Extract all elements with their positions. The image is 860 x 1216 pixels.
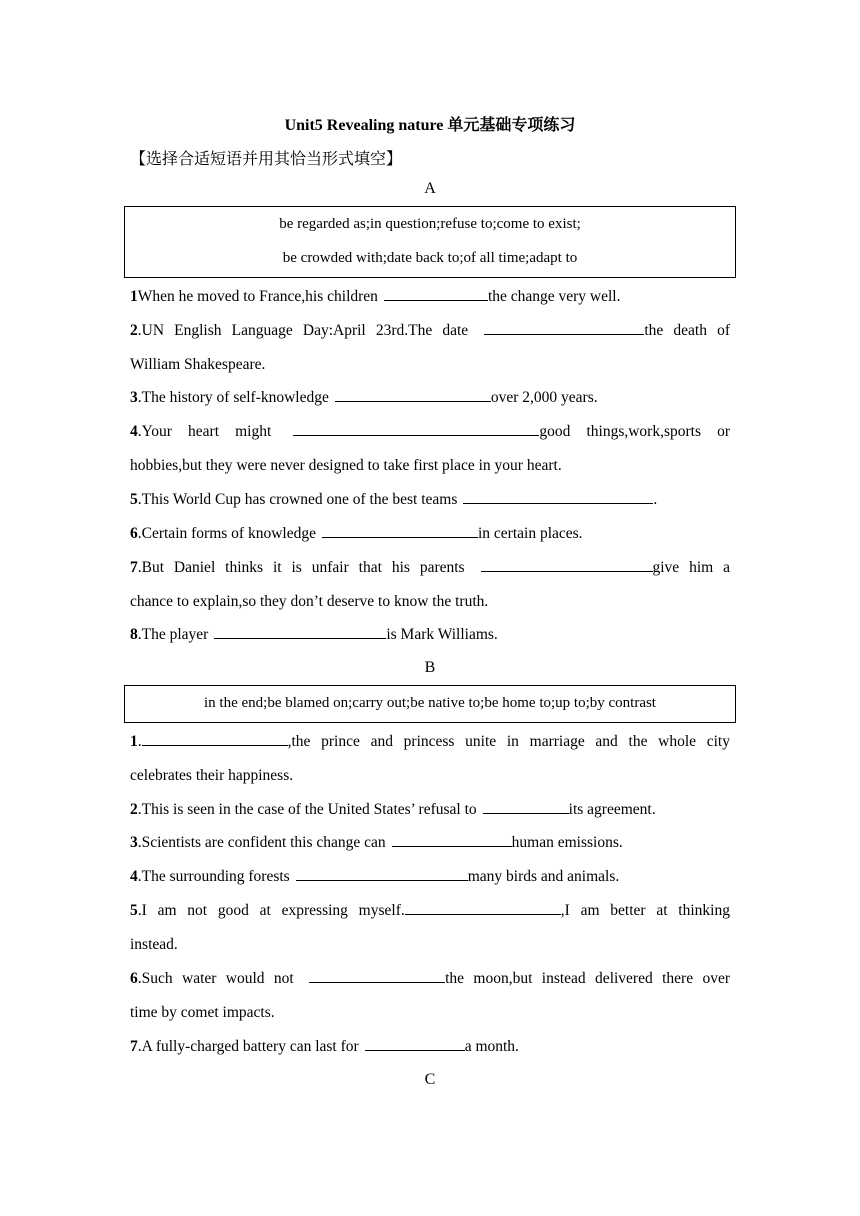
phrase-line: be regarded as;in question;refuse to;come to exist; — [279, 216, 581, 232]
answer-blank[interactable] — [293, 421, 539, 436]
question-text: a month. — [464, 1038, 519, 1055]
question-number: 5 — [130, 491, 138, 508]
answer-blank[interactable] — [384, 286, 488, 301]
question-b1-cont: celebrates their happiness. — [130, 767, 294, 784]
answer-blank[interactable] — [214, 624, 386, 639]
question-text: is Mark Williams. — [386, 626, 498, 643]
question-text: human emissions. — [511, 834, 623, 851]
question-number: 2 — [130, 801, 138, 818]
question-a5 — [130, 483, 730, 517]
section-label-a: A — [424, 180, 436, 197]
question-text: the moon,but instead delivered there over — [445, 970, 730, 987]
question-text: the change very well. — [487, 288, 621, 305]
question-b5-cont: instead. — [130, 936, 178, 953]
question-text: over 2,000 years. — [490, 389, 598, 406]
question-text: . — [137, 733, 142, 750]
answer-blank[interactable] — [335, 387, 491, 402]
answer-blank[interactable] — [483, 799, 569, 814]
question-text: .But Daniel thinks it is unfair that his parents — [137, 559, 465, 576]
question-text: give him a — [652, 559, 731, 576]
question-text: its agreement. — [568, 801, 656, 818]
question-number: 1 — [130, 288, 138, 305]
answer-blank[interactable] — [142, 731, 288, 746]
question-number: 2 — [130, 322, 138, 339]
question-a2 — [130, 314, 730, 348]
question-text: ,I am better at thinking — [560, 902, 730, 919]
question-text: .UN English Language Day:April 23rd.The date — [137, 322, 469, 339]
question-number: 6 — [130, 970, 138, 987]
question-text: .The player — [137, 626, 209, 643]
phrase-line: be crowded with;date back to;of all time;adapt to — [282, 250, 578, 266]
answer-blank[interactable] — [484, 320, 644, 335]
question-a7 — [130, 551, 730, 585]
question-number: 6 — [130, 525, 138, 542]
question-a4-cont: hobbies,but they were never designed to take first place in your heart. — [130, 457, 562, 474]
question-text: .The surrounding forests — [137, 868, 290, 885]
question-b1 — [130, 725, 730, 759]
question-number: 4 — [130, 423, 138, 440]
question-b3 — [130, 826, 730, 860]
question-number: 3 — [130, 389, 138, 406]
question-text: .A fully-charged battery can last for — [137, 1038, 359, 1055]
question-text: .Your heart might — [137, 423, 272, 440]
question-number: 7 — [130, 1038, 138, 1055]
phrase-box-a — [124, 206, 736, 278]
answer-blank[interactable] — [322, 523, 478, 538]
question-b2 — [130, 793, 730, 827]
question-b5 — [130, 894, 730, 928]
question-text: in certain places. — [477, 525, 583, 542]
answer-blank[interactable] — [463, 489, 653, 504]
question-b7 — [130, 1030, 730, 1064]
phrase-line: in the end;be blamed on;carry out;be native to;be home to;up to;by contrast — [204, 695, 656, 711]
question-a8 — [130, 618, 730, 652]
question-number: 5 — [130, 902, 138, 919]
question-text: many birds and animals. — [467, 868, 620, 885]
question-text: good things,work,sports or — [539, 423, 730, 440]
question-text: When he moved to France,his children — [137, 288, 378, 305]
question-b6-cont: time by comet impacts. — [130, 1004, 275, 1021]
answer-blank[interactable] — [481, 557, 653, 572]
question-number: 3 — [130, 834, 138, 851]
answer-blank[interactable] — [392, 832, 512, 847]
question-a7-cont: chance to explain,so they don’t deserve to know the truth. — [130, 593, 489, 610]
answer-blank[interactable] — [405, 900, 561, 915]
page-title: Unit5 Revealing nature 单元基础专项练习 — [284, 117, 576, 134]
answer-blank[interactable] — [296, 866, 468, 881]
question-text: the death of — [644, 322, 731, 339]
phrase-box-b — [124, 685, 736, 723]
section-label-b: B — [424, 659, 436, 676]
question-text: .I am not good at expressing myself. — [137, 902, 405, 919]
answer-blank[interactable] — [309, 968, 445, 983]
question-text: .Scientists are confident this change can — [137, 834, 386, 851]
question-text: .This World Cup has crowned one of the best teams — [137, 491, 458, 508]
instruction: 【选择合适短语并用其恰当形式填空】 — [130, 151, 403, 168]
question-text: ,the prince and princess unite in marriage and the whole city — [287, 733, 730, 750]
question-a4 — [130, 415, 730, 449]
question-b4 — [130, 860, 730, 894]
answer-blank[interactable] — [365, 1036, 465, 1051]
question-b6 — [130, 962, 730, 996]
question-a3 — [130, 381, 730, 415]
question-text: .The history of self-knowledge — [137, 389, 329, 406]
question-number: 8 — [130, 626, 138, 643]
question-number: 1 — [130, 733, 138, 750]
question-text: .Such water would not — [137, 970, 294, 987]
question-a6 — [130, 517, 730, 551]
section-label-c: C — [424, 1071, 436, 1088]
question-text: . — [653, 491, 658, 508]
question-number: 7 — [130, 559, 138, 576]
question-a1 — [130, 280, 730, 314]
question-a2-cont: William Shakespeare. — [130, 356, 266, 373]
question-number: 4 — [130, 868, 138, 885]
question-text: .This is seen in the case of the United States’ refusal to — [137, 801, 477, 818]
question-text: .Certain forms of knowledge — [137, 525, 316, 542]
